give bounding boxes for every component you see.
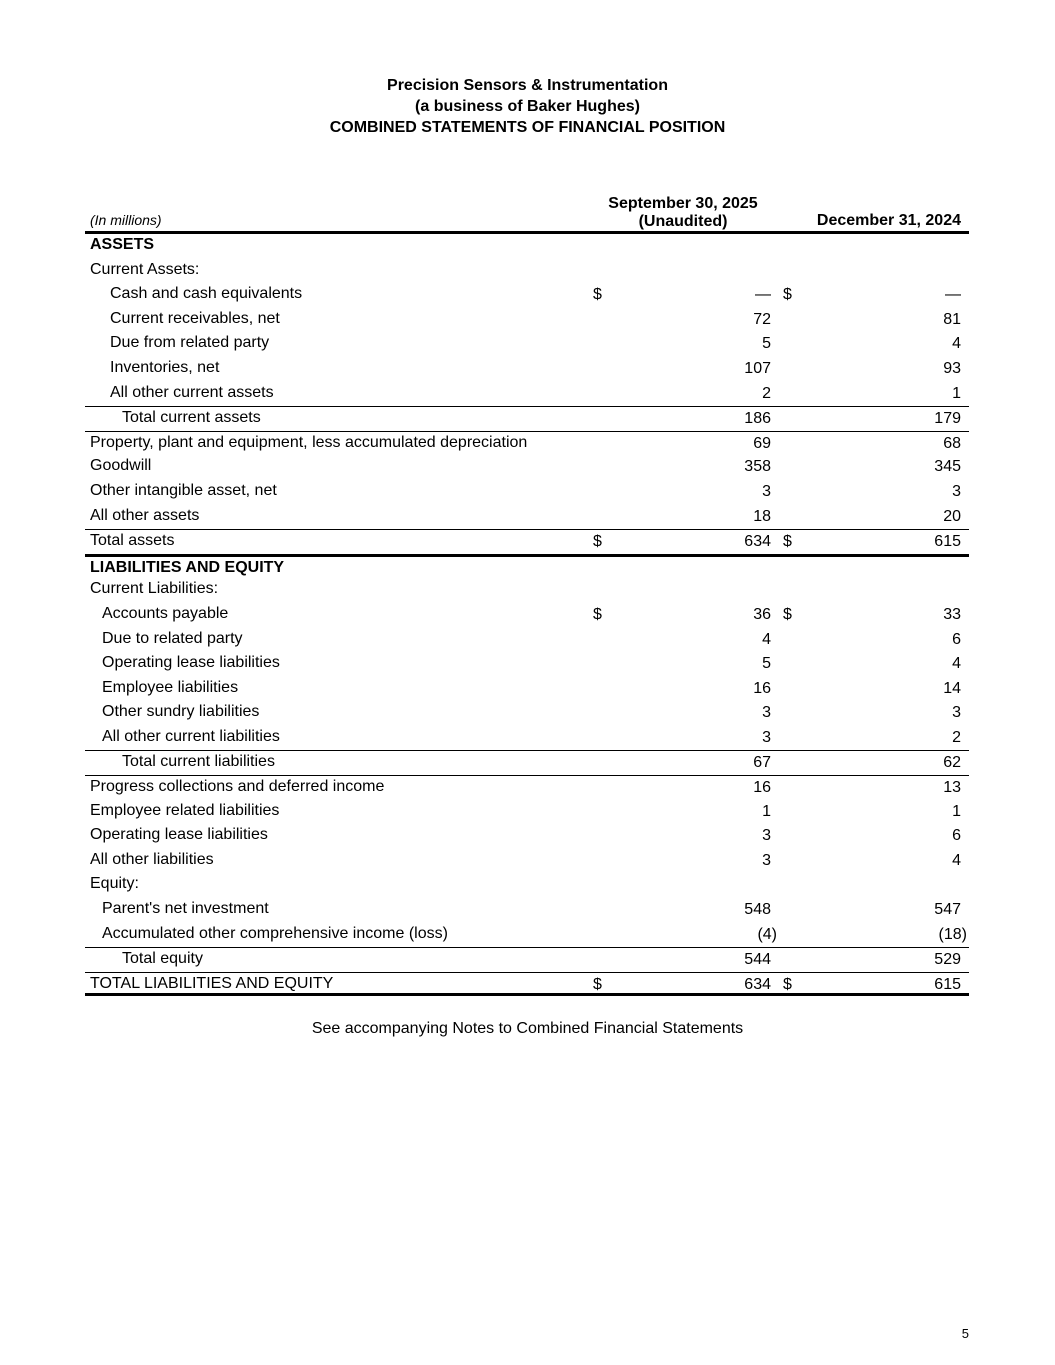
value-2024: (18) — [938, 925, 967, 943]
row-label: Current Assets: — [90, 260, 200, 278]
dollar-sign: $ — [593, 533, 602, 551]
column-header-unaudited: (Unaudited) — [638, 213, 728, 230]
value-2025: 634 — [744, 975, 771, 993]
value-2024: 1 — [952, 384, 961, 402]
value-2024: 6 — [952, 630, 961, 648]
row-label: TOTAL LIABILITIES AND EQUITY — [90, 974, 334, 992]
row-label: Current receivables, net — [110, 309, 280, 327]
table-row — [85, 652, 969, 677]
section-assets — [85, 234, 969, 259]
value-2024: 345 — [934, 458, 961, 476]
total-assets-row — [85, 529, 969, 554]
table-row — [85, 455, 969, 480]
value-2025: 36 — [753, 605, 771, 623]
value-2025: 3 — [762, 704, 771, 722]
column-header-sep-2025 — [585, 195, 781, 231]
row-label: Total assets — [90, 532, 175, 550]
row-label: Total current liabilities — [122, 753, 275, 771]
row-label: Employee related liabilities — [90, 801, 280, 819]
table-row — [85, 382, 969, 407]
table-row — [85, 923, 969, 948]
value-2024: 4 — [952, 655, 961, 673]
value-2025: 1 — [762, 802, 771, 820]
row-label: LIABILITIES AND EQUITY — [90, 558, 285, 576]
table-row — [85, 357, 969, 382]
value-2024: 2 — [952, 728, 961, 746]
value-2025: 634 — [744, 533, 771, 551]
value-2024: — — [945, 286, 961, 304]
value-2024: 20 — [943, 507, 961, 525]
value-2024: 615 — [934, 975, 961, 993]
row-label: Employee liabilities — [102, 678, 239, 696]
statement-title: COMBINED STATEMENTS OF FINANCIAL POSITION — [329, 119, 726, 136]
dollar-sign: $ — [593, 286, 602, 304]
value-2025: 69 — [753, 434, 771, 452]
value-2025: 3 — [762, 728, 771, 746]
value-2024: 547 — [934, 901, 961, 919]
table-row — [85, 800, 969, 825]
table-row — [85, 603, 969, 628]
value-2025: 16 — [753, 779, 771, 797]
row-label: Parent's net investment — [102, 900, 269, 918]
dollar-sign: $ — [783, 286, 792, 304]
footnote: See accompanying Notes to Combined Financial Statements — [311, 1020, 744, 1037]
row-label: Cash and cash equivalents — [110, 285, 303, 303]
row-label: Total equity — [122, 950, 203, 968]
value-2024: 14 — [943, 679, 961, 697]
value-2025: 2 — [762, 384, 771, 402]
value-2024: 62 — [943, 754, 961, 772]
statement-header — [0, 75, 1055, 138]
row-label: Operating lease liabilities — [102, 654, 280, 672]
value-2025: 358 — [744, 458, 771, 476]
value-2025: 548 — [744, 901, 771, 919]
row-label: Operating lease liabilities — [90, 826, 268, 844]
value-2025: 186 — [744, 410, 771, 428]
value-2025: 3 — [762, 851, 771, 869]
row-label: Other sundry liabilities — [102, 703, 260, 721]
value-2025: — — [755, 286, 771, 304]
value-2025: 16 — [753, 679, 771, 697]
row-label: All other current liabilities — [102, 727, 280, 745]
table-row — [85, 775, 969, 800]
table-row — [85, 824, 969, 849]
value-2025: 72 — [753, 310, 771, 328]
table-row — [85, 505, 969, 530]
value-2025: 544 — [744, 951, 771, 969]
value-2024: 529 — [934, 951, 961, 969]
row-label: Accumulated other comprehensive income (loss) — [102, 924, 448, 942]
value-2024: 6 — [952, 827, 961, 845]
units-label: (In millions) — [90, 212, 162, 228]
value-2025: 67 — [753, 754, 771, 772]
value-2024: 13 — [943, 779, 961, 797]
table-row — [85, 332, 969, 357]
row-label: All other assets — [90, 506, 200, 524]
subheading-current-assets — [85, 259, 969, 284]
company-name: Precision Sensors & Instrumentation — [387, 77, 668, 94]
column-header-sep-2025-date: September 30, 2025 — [608, 195, 758, 212]
table-row — [85, 677, 969, 702]
table-row — [85, 431, 969, 456]
table-row — [85, 283, 969, 308]
table-row — [85, 898, 969, 923]
value-2024: 68 — [943, 434, 961, 452]
financial-position-table — [85, 231, 969, 996]
value-2024: 33 — [943, 605, 961, 623]
value-2025: 3 — [762, 827, 771, 845]
row-label: Equity: — [90, 875, 139, 893]
table-row — [85, 628, 969, 653]
row-label: Goodwill — [90, 457, 152, 475]
row-label: All other current assets — [110, 383, 274, 401]
value-2025: (4) — [757, 925, 777, 943]
section-liabilities-equity — [85, 554, 969, 579]
row-label: Current Liabilities: — [90, 580, 219, 598]
table-row — [85, 726, 969, 751]
dollar-sign: $ — [783, 975, 792, 993]
value-2024: 93 — [943, 359, 961, 377]
table-row — [85, 849, 969, 874]
value-2025: 5 — [762, 335, 771, 353]
row-label: Due from related party — [110, 334, 270, 352]
subheading-current-liabilities — [85, 578, 969, 603]
total-row — [85, 406, 969, 431]
value-2025: 18 — [753, 507, 771, 525]
row-label: Due to related party — [102, 629, 243, 647]
value-2024: 81 — [943, 310, 961, 328]
row-label: Accounts payable — [102, 604, 229, 622]
row-label: Other intangible asset, net — [90, 481, 277, 499]
dollar-sign: $ — [593, 605, 602, 623]
table-row — [85, 701, 969, 726]
value-2024: 3 — [952, 704, 961, 722]
value-2024: 179 — [934, 410, 961, 428]
company-subtitle: (a business of Baker Hughes) — [415, 98, 640, 115]
row-label: Progress collections and deferred income — [90, 778, 385, 796]
value-2024: 1 — [952, 802, 961, 820]
row-label: Total current assets — [122, 409, 261, 427]
row-label: ASSETS — [90, 236, 155, 253]
value-2025: 4 — [762, 630, 771, 648]
value-2024: 3 — [952, 482, 961, 500]
dollar-sign: $ — [783, 533, 792, 551]
value-2024: 615 — [934, 533, 961, 551]
value-2024: 4 — [952, 335, 961, 353]
total-row — [85, 750, 969, 775]
value-2024: 4 — [952, 851, 961, 869]
page-number: 5 — [961, 1326, 969, 1341]
subheading-equity — [85, 873, 969, 898]
row-label: Inventories, net — [110, 358, 220, 376]
value-2025: 107 — [744, 359, 771, 377]
dollar-sign: $ — [783, 605, 792, 623]
column-header-dec-2024: December 31, 2024 — [816, 212, 961, 229]
total-row — [85, 947, 969, 972]
row-label: All other liabilities — [90, 850, 214, 868]
value-2025: 3 — [762, 482, 771, 500]
value-2025: 5 — [762, 655, 771, 673]
table-row — [85, 308, 969, 333]
total-liabilities-equity-row — [85, 972, 969, 997]
row-label: Property, plant and equipment, less accumulated depreciation — [90, 433, 528, 451]
table-row — [85, 480, 969, 505]
dollar-sign: $ — [593, 975, 602, 993]
